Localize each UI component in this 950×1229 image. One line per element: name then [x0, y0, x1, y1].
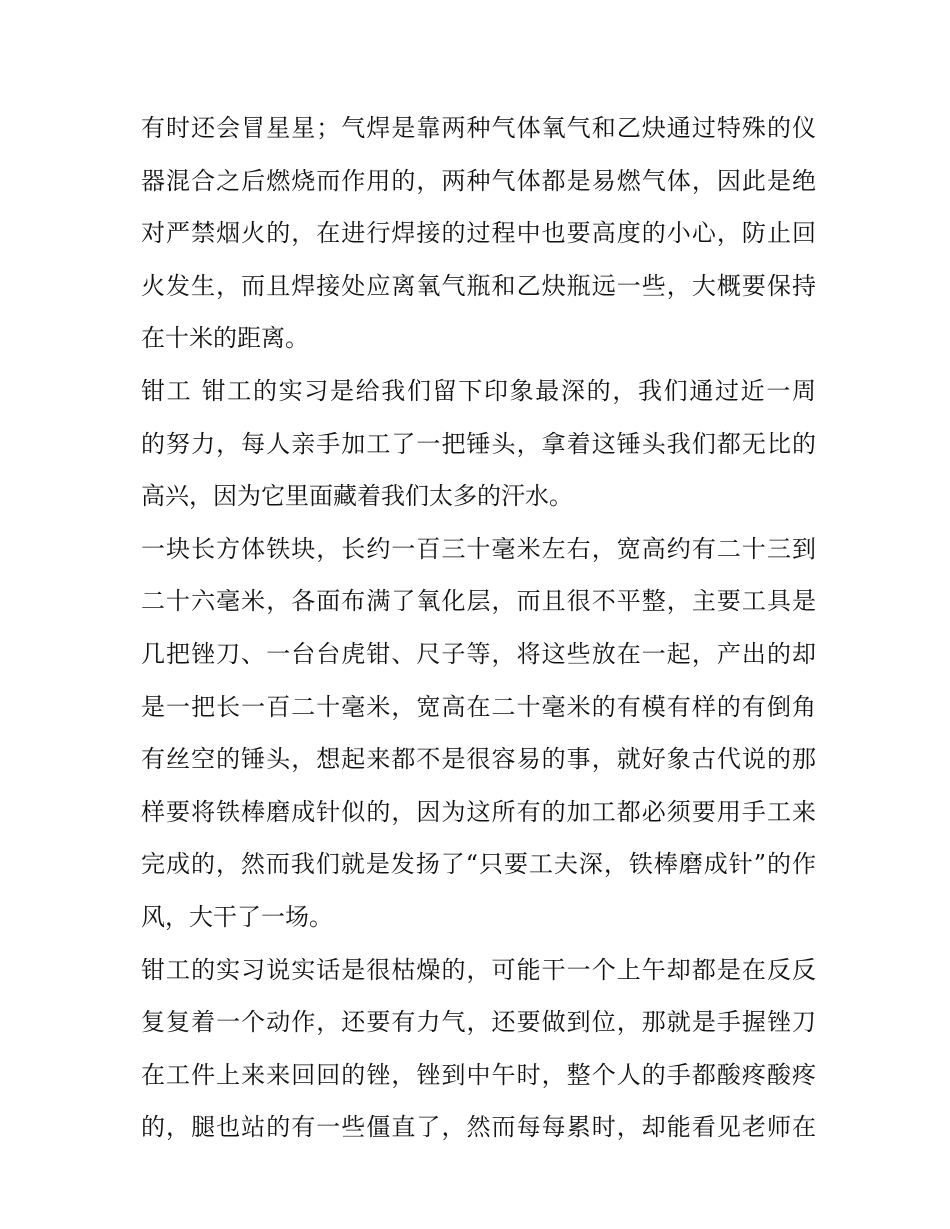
text-line: 的努力，每人亲手加工了一把锤头，拿着这锤头我们都无比的: [141, 429, 816, 458]
text-line: 几把锉刀、一台台虎钳、尺子等，将这些放在一起，产出的却: [141, 639, 816, 668]
text-line: 是一把长一百二十毫米，宽高在二十毫米的有模有样的有倒角: [141, 692, 816, 721]
text-line: 在十米的距离。: [141, 324, 309, 353]
text-line: 高兴，因为它里面藏着我们太多的汗水。: [141, 482, 573, 511]
text-line: 在工件上来来回回的锉，锉到中午时，整个人的手都酸疼酸疼: [141, 1060, 816, 1089]
text-line: 完成的，然而我们就是发扬了“只要工夫深，铁棒磨成针”的作: [141, 850, 816, 879]
text-line: 器混合之后燃烧而作用的，两种气体都是易燃气体，因此是绝: [141, 166, 816, 195]
text-line: 有时还会冒星星；气焊是靠两种气体氧气和乙炔通过特殊的仪: [141, 114, 816, 142]
text-line: 火发生，而且焊接处应离氧气瓶和乙炔瓶远一些，大概要保持: [141, 271, 816, 300]
text-line: 对严禁烟火的，在进行焊接的过程中也要高度的小心，防止回: [141, 219, 816, 248]
text-line: 的，腿也站的有一些僵直了，然而每每累时，却能看见老师在: [141, 1113, 816, 1142]
text-line: 钳工的实习说实话是很枯燥的，可能干一个上午却都是在反反: [141, 955, 816, 984]
document-body: [141, 102, 816, 1154]
text-line: 钳工 钳工的实习是给我们留下印象最深的，我们通过近一周: [141, 376, 816, 405]
text-line: 一块长方体铁块，长约一百三十毫米左右，宽高约有二十三到: [141, 534, 816, 563]
text-line: 复复着一个动作，还要有力气，还要做到位，那就是手握锉刀: [141, 1008, 816, 1037]
text-line: 风，大干了一场。: [141, 902, 333, 931]
text-line: 二十六毫米，各面布满了氧化层，而且很不平整，主要工具是: [141, 587, 816, 616]
text-line: 样要将铁棒磨成针似的，因为这所有的加工都必须要用手工来: [141, 797, 816, 826]
text-line: 有丝空的锤头，想起来都不是很容易的事，就好象古代说的那: [141, 745, 816, 774]
